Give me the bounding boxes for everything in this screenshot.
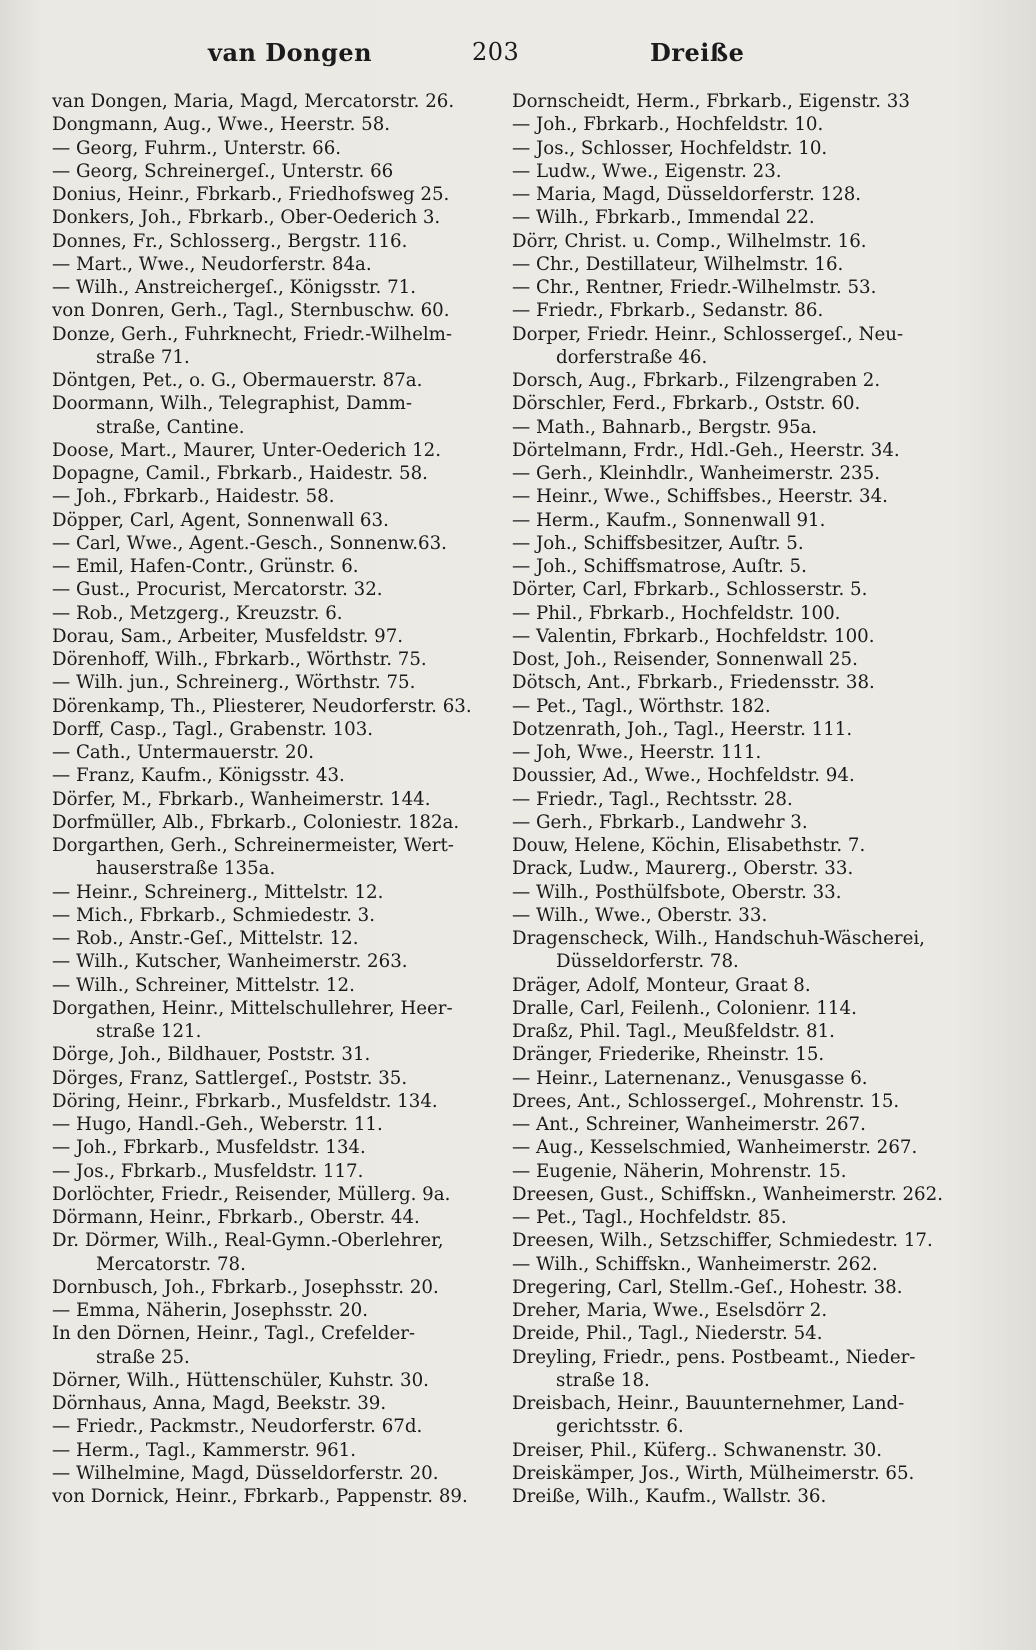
- directory-entry: Dorgarthen, Gerh., Schreinermeister, Wert-: [52, 835, 454, 856]
- entry-continuation: straße 18.: [556, 1369, 650, 1391]
- directory-entry: Dorff, Casp., Tagl., Grabenstr. 103.: [52, 718, 374, 740]
- left-column: [52, 90, 482, 1508]
- directory-entry: Dräger, Adolf, Monteur, Graat 8.: [512, 974, 811, 996]
- directory-entry: Dörr, Christ. u. Comp., Wilhelmstr. 16.: [512, 230, 867, 252]
- directory-entry: Donkers, Joh., Fbrkarb., Ober-Oederich 3.: [52, 207, 441, 229]
- directory-entry: — Herm., Tagl., Kammerstr. 961.: [52, 1439, 357, 1461]
- directory-entry: Dörge, Joh., Bildhauer, Poststr. 31.: [52, 1044, 371, 1066]
- right-column: [512, 90, 982, 1508]
- directory-entry: — Joh., Fbrkarb., Haidestr. 58.: [52, 486, 335, 508]
- entry-continuation: hauserstraße 135a.: [96, 858, 276, 880]
- directory-entry: — Gerh., Kleinhdlr., Wanheimerstr. 235.: [512, 463, 880, 484]
- directory-entry: Dorlöchter, Friedr., Reisender, Müllerg. 9a.: [52, 1183, 451, 1205]
- directory-entry: Dreesen, Wilh., Setzschiffer, Schmiedestr. 17.: [512, 1230, 933, 1252]
- directory-entry: Dralle, Carl, Feilenh., Colonienr. 114.: [512, 997, 857, 1019]
- directory-entry: Draßz, Phil. Tagl., Meußfeldstr. 81.: [512, 1021, 835, 1042]
- entry-continuation: gerichtsstr. 6.: [556, 1416, 684, 1438]
- directory-entry: — Rob., Anstr.-Geſ., Mittelstr. 12.: [52, 928, 359, 949]
- directory-entry: Dragenscheck, Wilh., Handschuh-Wäscherei,: [512, 928, 925, 949]
- directory-entry: — Herm., Kaufm., Sonnenwall 91.: [512, 509, 826, 531]
- directory-entry: Drack, Ludw., Maurerg., Oberstr. 33.: [512, 858, 854, 880]
- directory-entry: Dorper, Friedr. Heinr., Schlossergeſ., Neu-: [512, 323, 904, 345]
- page-number: 203: [472, 38, 520, 66]
- directory-entry: Dörenhoff, Wilh., Fbrkarb., Wörthstr. 75.: [52, 649, 427, 670]
- directory-entry: — Emma, Näherin, Josephsstr. 20.: [52, 1300, 369, 1321]
- directory-entry: von Dornick, Heinr., Fbrkarb., Pappenstr. 89.: [52, 1486, 468, 1507]
- directory-entry: — Wilh., Wwe., Oberstr. 33.: [512, 904, 768, 926]
- directory-entry: — Wilh., Fbrkarb., Immendal 22.: [512, 207, 815, 229]
- directory-entry: Douw, Helene, Köchin, Elisabethstr. 7.: [512, 835, 866, 856]
- directory-entry: — Hugo, Handl.-Geh., Weberstr. 11.: [52, 1114, 383, 1135]
- directory-entry: Dränger, Friederike, Rheinstr. 15.: [512, 1044, 825, 1066]
- directory-entry: — Aug., Kesselschmied, Wanheimerstr. 267.: [512, 1137, 918, 1159]
- directory-entry: Dornbusch, Joh., Fbrkarb., Josephsstr. 20.: [52, 1276, 439, 1298]
- directory-entry: Dr. Dörmer, Wilh., Real-Gymn.-Oberlehrer,: [52, 1230, 444, 1252]
- directory-entry: — Phil., Fbrkarb., Hochfeldstr. 100.: [512, 602, 841, 624]
- directory-entry: — Friedr., Fbrkarb., Sedanstr. 86.: [512, 300, 824, 322]
- directory-entry: — Friedr., Tagl., Rechtsstr. 28.: [512, 788, 793, 810]
- directory-entry: Dregering, Carl, Stellm.-Geſ., Hohestr. 38.: [512, 1276, 903, 1298]
- directory-entry: — Franz, Kaufm., Königsstr. 43.: [52, 765, 345, 787]
- entry-continuation: straße, Cantine.: [96, 416, 245, 438]
- directory-entry: Dörnhaus, Anna, Magd, Beekstr. 39.: [52, 1393, 387, 1414]
- directory-entry: — Eugenie, Näherin, Mohrenstr. 15.: [512, 1160, 847, 1182]
- directory-entry: — Joh., Fbrkarb., Hochfeldstr. 10.: [512, 114, 824, 136]
- entry-continuation: straße 121.: [96, 1021, 202, 1042]
- directory-entry: Dotzenrath, Joh., Tagl., Heerstr. 111.: [512, 718, 853, 740]
- directory-entry: Doose, Mart., Maurer, Unter-Oederich 12.: [52, 439, 441, 461]
- directory-entry: — Gerh., Fbrkarb., Landwehr 3.: [512, 811, 808, 833]
- directory-entry: Dörfer, M., Fbrkarb., Wanheimerstr. 144.: [52, 788, 431, 810]
- directory-entry: Dreiße, Wilh., Kaufm., Wallstr. 36.: [512, 1486, 827, 1507]
- directory-entry: — Joh., Fbrkarb., Musfeldstr. 134.: [52, 1137, 366, 1159]
- directory-entry: Donnes, Fr., Schlosserg., Bergstr. 116.: [52, 230, 408, 252]
- directory-entry: — Joh., Schiffsmatrose, Auſtr. 5.: [512, 556, 807, 577]
- directory-entry: Dorau, Sam., Arbeiter, Musfeldstr. 97.: [52, 625, 404, 647]
- directory-entry: — Wilhelmine, Magd, Düsseldorferstr. 20.: [52, 1462, 439, 1484]
- directory-entry: Dörschler, Ferd., Fbrkarb., Oststr. 60.: [512, 393, 861, 415]
- directory-entry: — Ludw., Wwe., Eigenstr. 23.: [512, 160, 782, 182]
- directory-entry: von Donren, Gerh., Tagl., Sternbuschw. 60.: [52, 300, 450, 322]
- directory-entry: Drees, Ant., Schlossergeſ., Mohrenstr. 15.: [512, 1090, 900, 1112]
- directory-entry: Dreesen, Gust., Schiffskn., Wanheimerstr. 262.: [512, 1183, 943, 1205]
- directory-entry: — Heinr., Wwe., Schiffsbes., Heerstr. 34.: [512, 486, 888, 508]
- directory-entry: — Cath., Untermauerstr. 20.: [52, 742, 314, 763]
- directory-entry: — Pet., Tagl., Wörthstr. 182.: [512, 695, 771, 717]
- directory-entry: Dongmann, Aug., Wwe., Heerstr. 58.: [52, 114, 391, 136]
- directory-entry: — Wilh., Kutscher, Wanheimerstr. 263.: [52, 951, 408, 973]
- directory-entry: — Georg, Fuhrm., Unterstr. 66.: [52, 137, 342, 159]
- directory-entry: — Mich., Fbrkarb., Schmiedestr. 3.: [52, 904, 375, 926]
- entry-continuation: straße 25.: [96, 1346, 190, 1368]
- directory-entry: Dreiser, Phil., Küferg.. Schwanenstr. 30.: [512, 1439, 882, 1461]
- directory-entry: Dörges, Franz, Sattlergeſ., Poststr. 35.: [52, 1067, 408, 1089]
- directory-entry: — Wilh., Schiffskn., Wanheimerstr. 262.: [512, 1253, 878, 1275]
- directory-entry: — Pet., Tagl., Hochfeldstr. 85.: [512, 1207, 787, 1228]
- directory-entry: Dreher, Maria, Wwe., Eselsdörr 2.: [512, 1300, 828, 1321]
- directory-entry: — Math., Bahnarb., Bergstr. 95a.: [512, 416, 818, 438]
- directory-entry: — Gust., Procurist, Mercatorstr. 32.: [52, 579, 383, 601]
- directory-entry: — Carl, Wwe., Agent.-Gesch., Sonnenw.63.: [52, 532, 447, 554]
- directory-entry: van Dongen, Maria, Magd, Mercatorstr. 26.: [52, 91, 455, 112]
- directory-entry: Dreiskämper, Jos., Wirth, Mülheimerstr. 65.: [512, 1462, 915, 1484]
- directory-entry: Dorsch, Aug., Fbrkarb., Filzengraben 2.: [512, 370, 881, 391]
- directory-entry: — Rob., Metzgerg., Kreuzstr. 6.: [52, 602, 343, 624]
- directory-entry: Dötsch, Ant., Fbrkarb., Friedensstr. 38.: [512, 672, 875, 694]
- directory-entry: — Jos., Schlosser, Hochfeldstr. 10.: [512, 137, 828, 159]
- directory-entry: — Ant., Schreiner, Wanheimerstr. 267.: [512, 1114, 866, 1135]
- directory-entry: Dörtelmann, Frdr., Hdl.-Geh., Heerstr. 34.: [512, 439, 900, 461]
- directory-entry: — Mart., Wwe., Neudorferstr. 84a.: [52, 253, 372, 275]
- directory-entry: Dreide, Phil., Tagl., Niederstr. 54.: [512, 1323, 823, 1345]
- directory-entry: Dörter, Carl, Fbrkarb., Schlosserstr. 5.: [512, 579, 868, 601]
- directory-entry: — Wilh., Anstreichergeſ., Königsstr. 71.: [52, 277, 417, 298]
- directory-entry: Döring, Heinr., Fbrkarb., Musfeldstr. 134.: [52, 1090, 438, 1112]
- directory-entry: — Wilh., Schreiner, Mittelstr. 12.: [52, 974, 355, 996]
- directory-entry: — Chr., Rentner, Friedr.-Wilhelmstr. 53.: [512, 277, 877, 298]
- directory-entry: Döpper, Carl, Agent, Sonnenwall 63.: [52, 509, 389, 531]
- directory-entry: Donze, Gerh., Fuhrknecht, Friedr.-Wilhelm-: [52, 323, 453, 345]
- directory-entry: — Emil, Hafen-Contr., Grünstr. 6.: [52, 556, 359, 577]
- directory-entry: Dorgathen, Heinr., Mittelschullehrer, Heer-: [52, 997, 453, 1019]
- running-head-right: Dreiße: [650, 38, 745, 67]
- directory-entry: Dreisbach, Heinr., Bauunternehmer, Land-: [512, 1393, 905, 1414]
- directory-entry: Döntgen, Pet., o. G., Obermauerstr. 87a.: [52, 370, 423, 391]
- running-head-left: van Dongen: [208, 38, 373, 67]
- entry-continuation: Düsseldorferstr. 78.: [556, 951, 739, 973]
- directory-entry: — Maria, Magd, Düsseldorferstr. 128.: [512, 184, 862, 205]
- directory-entry: Doormann, Wilh., Telegraphist, Damm-: [52, 393, 413, 415]
- directory-entry: — Heinr., Laternenanz., Venusgasse 6.: [512, 1067, 868, 1089]
- directory-entry: — Georg, Schreinergeſ., Unterstr. 66: [52, 160, 394, 182]
- directory-entry: Dornscheidt, Herm., Fbrkarb., Eigenstr. 33: [512, 91, 910, 112]
- entry-continuation: Mercatorstr. 78.: [96, 1253, 246, 1275]
- directory-entry: Donius, Heinr., Fbrkarb., Friedhofsweg 25.: [52, 184, 450, 205]
- directory-entry: — Wilh. jun., Schreinerg., Wörthstr. 75.: [52, 672, 416, 694]
- directory-entry: Dörmann, Heinr., Fbrkarb., Oberstr. 44.: [52, 1207, 420, 1228]
- directory-entry: Dorfmüller, Alb., Fbrkarb., Coloniestr. 182a.: [52, 811, 460, 833]
- directory-entry: Dost, Joh., Reisender, Sonnenwall 25.: [512, 649, 858, 670]
- directory-entry: — Heinr., Schreinerg., Mittelstr. 12.: [52, 881, 384, 903]
- directory-entry: Dreyling, Friedr., pens. Postbeamt., Nieder-: [512, 1346, 916, 1368]
- directory-entry: Doussier, Ad., Wwe., Hochfeldstr. 94.: [512, 765, 855, 787]
- entry-continuation: dorferstraße 46.: [556, 346, 708, 368]
- directory-entry: — Joh, Wwe., Heerstr. 111.: [512, 742, 762, 763]
- directory-entry: — Wilh., Posthülfsbote, Oberstr. 33.: [512, 881, 842, 903]
- directory-entry: Dörenkamp, Th., Pliesterer, Neudorferstr. 63.: [52, 695, 472, 717]
- directory-entry: — Friedr., Packmstr., Neudorferstr. 67d.: [52, 1416, 423, 1438]
- directory-entry: Dopagne, Camil., Fbrkarb., Haidestr. 58.: [52, 463, 428, 484]
- entry-continuation: straße 71.: [96, 346, 190, 368]
- directory-entry: In den Dörnen, Heinr., Tagl., Crefelder-: [52, 1323, 416, 1345]
- directory-entry: — Jos., Fbrkarb., Musfeldstr. 117.: [52, 1160, 364, 1182]
- directory-entry: — Joh., Schiffsbesitzer, Auſtr. 5.: [512, 532, 804, 554]
- directory-entry: Dörner, Wilh., Hüttenschüler, Kuhstr. 30.: [52, 1369, 429, 1391]
- directory-entry: — Valentin, Fbrkarb., Hochfeldstr. 100.: [512, 625, 875, 647]
- directory-entry: — Chr., Destillateur, Wilhelmstr. 16.: [512, 253, 844, 275]
